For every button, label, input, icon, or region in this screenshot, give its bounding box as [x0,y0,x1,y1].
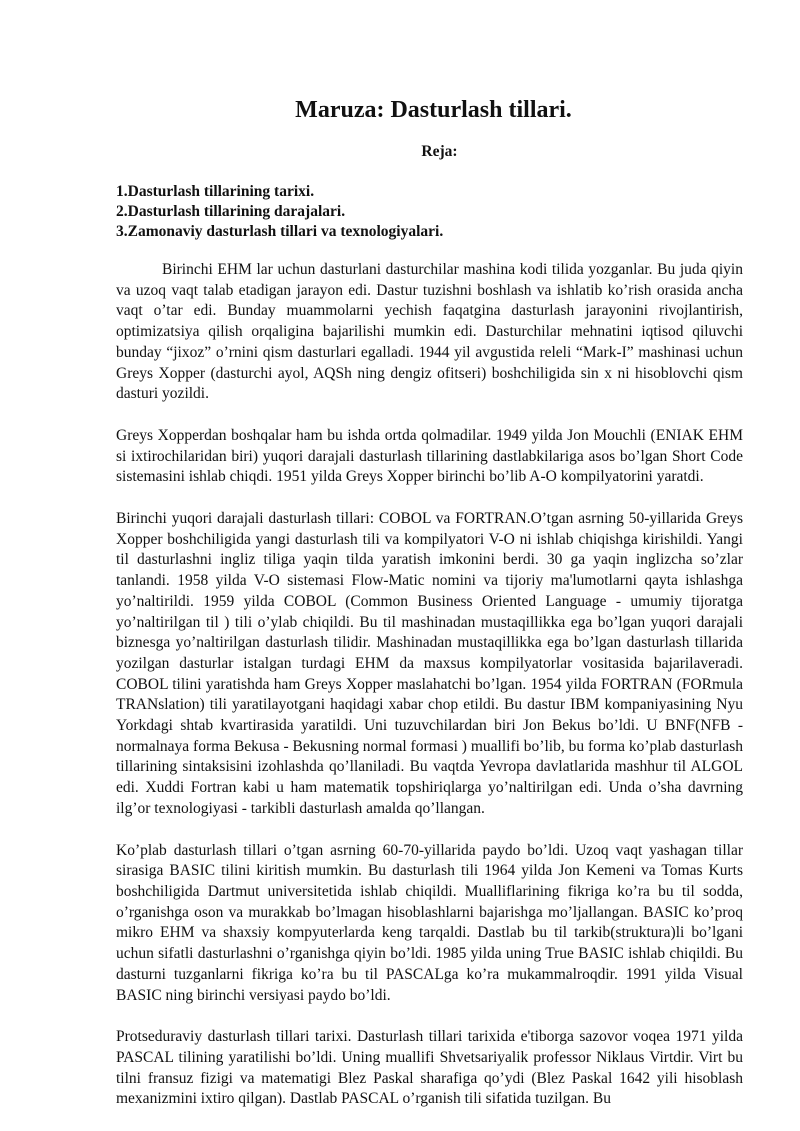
paragraph-short-code: Greys Xopperdan boshqalar ham bu ishda ortda qolmadilar. 1949 yilda Jon Mouchli (ENIAK EHM si ixtirochilaridan biri) yuqori darajali dasturlash tillarining dastlabkilariga asos bo’lgan Short Code sistemasini ishlab chiqdi. 1951 yilda Greys Xopper birinchi bo’lib A-O kompilyatorini yaratdi. [116,426,743,486]
plan-heading: Reja: [421,143,458,160]
plan-list [116,182,743,242]
paragraph-cobol-fortran: Birinchi yuqori darajali dasturlash tillari: COBOL va FORTRAN.O’tgan asrning 50-yillarida Greys Xopper boshchiligida yangi dasturlash tili va kompilyatori V-O ni ishlab chiqishga kirishildi. Yangi til dasturlashni ingliz tiliga yaqin tilda yaratish imkonini berdi. 30 ga yaqin inglizcha so’zlar tanlandi. 1958 yilda V-O sistemasi Flow-Matic nomini va tijoriy ma'lumotlarni qayta ishlashga yo’naltirildi. 1959 yilda COBOL (Common Business Oriented Language - umumiy tijoratga yo’naltirilgan til ) tili o’ylab chiqildi. Bu til mashinadan mustaqillikka ega bo’lgan yuqori darajali biznesga yo’naltirilgan dasturlash tilidir. Mashinadan mustaqillikka ega bo’lgan dasturlash tillarida yozilgan dasturlar istalgan turdagi EHM da maxsus kompilyatorlar vositasida bajarilaveradi. COBOL tilini yaratishda ham Greys Xopper maslahatchi bo’lgan. 1954 yilda FORTRAN (FORmula TRANslation) tili yaratilayotgani haqidagi xabar chop etildi. Bu dastur IBM kompaniyasining Nyu Yorkdagi shtab kvartirasida yaratildi. Uni tuzuvchilardan biri Jon Bekus bo’ldi. U BNF(NFB - normalnaya forma Bekusa - Bekusning normal formasi ) muallifi bo’lib, bu forma ko’plab dasturlash tillarining sintaksisini izohlashda qo’llaniladi. Bu vaqtda Yevropa davlatlarida mashhur til ALGOL edi. Xuddi Fortran kabi u ham matematik topshiriqlarga yo’naltirilgan edi. Unda o’sha davrning ilg’or texnologiyasi - tarkibli dasturlash amalda qo’llangan. [116,510,743,817]
paragraph-first-ehm: Birinchi EHM lar uchun dasturlani dasturchilar mashina kodi tilida yozganlar. Bu juda qiyin va uzoq vaqt talab etadigan jarayon edi. Dastur tuzishni boshlash va ishlatib ko’rish orasida ancha vaqt o’tar edi. Bunday muammolarni yechish faqatgina dasturlash jarayonini rivojlantirish, optimizatsiya qilish orqaligina bajarilishi mumkin edi. Dasturchilar mehnatini iqtisod qiluvchi bunday “jixoz” o’rnini qism dasturlari egalladi. 1944 yil avgustida releli “Mark-I” mashinasi uchun Greys Xopper (dasturchi ayol, AQSh ning dengiz ofitseri) boshchiligida sin x ni hisoblovchi qism dasturi yozildi. [116,261,743,403]
plan-item: 2.Dasturlash tillarining darajalari. [116,203,346,220]
plan-item: 1.Dasturlash tillarining tarixi. [116,183,315,200]
paragraph-basic: Ko’plab dasturlash tillari o’tgan asrning 60-70-yillarida paydo bo’ldi. Uzoq vaqt yashagan tillar sirasiga BASIC tilini kiritish mumkin. Bu dasturlash tili 1964 yilda Jon Kemeni va Tomas Kurts boshchiligida Dartmut universitetida ishlab chiqildi. Mualliflarining fikriga ko’ra bu til sodda, o’rganishga oson va murakkab bo’lmagan hisoblashlarni bajarishga mo’ljallangan. BASIC ko’proq mikro EHM va shaxsiy kompyuterlarda keng tarqaldi. Dastlab bu til tarkib(struktura)li bo’lgani uchun sifatli dasturlashni o’rganishga qiyin bo’ldi. 1985 yilda uning True BASIC ishlab chiqildi. Bu dasturni tuzganlarni fikriga ko’ra bu til PASCALga ko’ra mukammalroqdir. 1991 yilda Visual BASIC ning birinchi versiyasi paydo bo’ldi. [116,841,743,1004]
plan-item: 3.Zamonaviy dasturlash tillari va texnologiyalari. [116,223,444,240]
lecture-title: Maruza: Dasturlash tillari. [295,97,572,123]
paragraph-pascal: Protseduraviy dasturlash tillari tarixi. Dasturlash tillari tarixida e'tiborga sazovor voqea 1971 yilda PASCAL tilining yaratilishi bo’ldi. Uning muallifi Shvetsariyalik professor Niklaus Virtdir. Virt bu tilni fransuz fizigi va matematigi Blez Paskal sharafiga qo’ydi (Blez Paskal 1642 yili hisoblash mexanizmini ixtiro qilgan). Dastlab PASCAL o’rganish tili sifatida tuzilgan. Bu [116,1028,743,1108]
